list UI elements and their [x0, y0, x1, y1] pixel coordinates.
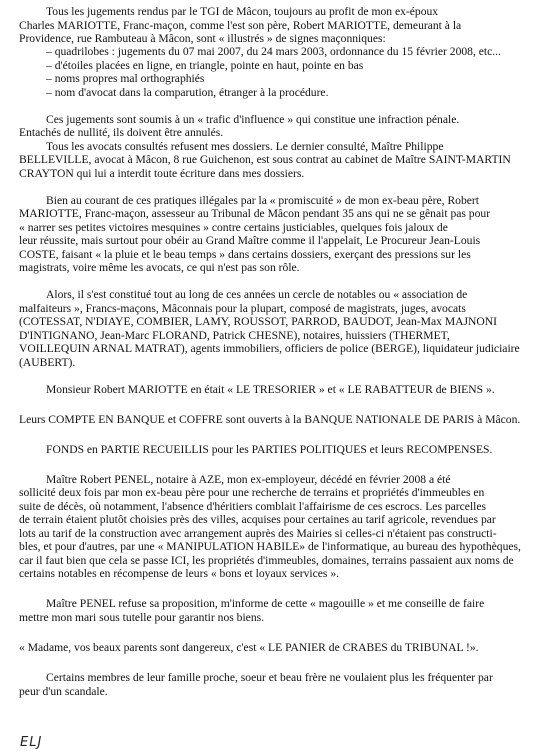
text-line: Bien au courant de ces pratiques illégales par la « promiscuité » de mon ex-beau père, Robert [46, 194, 479, 207]
text-line: – quadrilobes : jugements du 07 mai 2007, du 24 mars 2003, ordonnance du 15 février 2008, etc... [46, 45, 501, 58]
text-line: Entachés de nullité, ils doivent être annulés. [19, 126, 224, 139]
text-line: COSTE, faisant « la pluie et le beau temps » dans certains dossiers, exerçant des pressions sur les [19, 248, 471, 261]
text-line: MARIOTTE, Franc-maçon, assesseur au Tribunal de Mâcon pendant 35 ans qui ne se gênait pas pour [19, 207, 491, 220]
text-line: sollicité deux fois par mon ex-beau père pour une recherche de terrains et propriétés d'immeubles en [19, 486, 485, 499]
text-line: leur réussite, mais surtout pour obéir au Grand Maître comme il l'appelait, Le Procureur Jean-Louis [19, 234, 481, 247]
text-line: Charles MARIOTTE, Franc-maçon, comme l'est son père, Robert MARIOTTE, demeurant à la [19, 19, 462, 32]
text-line: FONDS en PARTIE RECUEILLIS pour les PARTIES POLITIQUES et leurs RECOMPENSES. [46, 443, 493, 456]
text-line: – noms propres mal orthographiés [46, 72, 205, 85]
text-line: certains notables en récompense de leurs « bons et loyaux services ». [19, 567, 340, 580]
text-line: « narrer ses petites victoires mesquines » contre certains justiciables, quelques fois jaloux de [19, 221, 448, 234]
text-line: Maître PENEL refuse sa proposition, m'informe de cette « magouille » et me conseille de faire [46, 597, 485, 610]
text-line: CRAYTON qui lui a interdit toute écriture dans mes dossiers. [19, 167, 305, 180]
text-line: (AUBERT). [19, 356, 76, 369]
text-line: – nom d'avocat dans la comparution, étranger à la procédure. [46, 86, 329, 99]
text-line: lots au tarif de la construction avec arrangement auprès des Mairies si celles-ci n'étaient pas constructi- [19, 527, 497, 540]
text-line: suite de décès, où notamment, l'absence d'héritiers comblait l'affairisme de ces escrocs. Les parcelles [19, 500, 487, 513]
text-line: Monsieur Robert MARIOTTE en était « LE TRESORIER » et « LE RABATTEUR de BIENS ». [46, 383, 495, 396]
text-line: BELLEVILLE, avocat à Mâcon, 8 rue Guichenon, est sous contrat au cabinet de Maître SAINT-MARTIN [19, 153, 511, 166]
text-line: Leurs COMPTE EN BANQUE et COFFRE sont ouverts à la BANQUE NATIONALE DE PARIS à Mâcon. [19, 413, 521, 426]
text-line: Providence, rue Rambuteau à Mâcon, sont « illustrés » de signes maçonniques: [19, 32, 386, 45]
text-line: Ces jugements sont soumis à un « trafic d'influence » qui constitue une infraction pénale. [46, 113, 460, 126]
text-line: peur d'un scandale. [19, 685, 108, 698]
text-line: D'INTIGNANO, Jean-Marc FLORAND, Patrick CHESNE), notaires, huissiers (THERMET, [19, 329, 450, 342]
text-line: bles, et pour d'autres, par une « MANIPULATION HABILE» de l'informatique, au bureau des hypothèques, [19, 540, 521, 553]
text-line: « Madame, vos beaux parents sont dangereux, c'est « LE PANIER de CRABES du TRIBUNAL !». [19, 641, 479, 654]
text-line: car il faut bien que cela se passe ICI, les propriétés d'immeubles, domaines, terrains passaient aux noms de [19, 554, 514, 567]
text-line: – d'étoiles placées en ligne, en triangle, pointe en haut, pointe en bas [46, 59, 364, 72]
text-line: de terrain étaient plutôt choisies près des villes, acquises pour certaines au tarif agricole, revendues par [19, 513, 496, 526]
text-line: (COTESSAT, N'DIAYE, COMBIER, LAMY, ROUSSOT, PARROD, BAUDOT, Jean-Max MAJNONI [19, 315, 497, 328]
text-line: Tous les avocats consultés refusent mes dossiers. Le dernier consulté, Maître Philippe [46, 140, 444, 153]
signature-initials: ELJ [20, 735, 43, 750]
text-line: Certains membres de leur famille proche, soeur et beau frère ne voulaient plus les fréquenter par [46, 671, 493, 684]
text-line: mettre mon mari sous tutelle pour garantir nos biens. [19, 611, 265, 624]
text-line: Alors, il s'est constitué tout au long de ces années un cercle de notables ou « association de [46, 288, 468, 301]
text-line: Maître Robert PENEL, notaire à AZE, mon ex-employeur, décédé en février 2008 a été [46, 473, 451, 486]
text-line: malfaiteurs », Francs-maçons, Mâconnais pour la plupart, composé de magistrats, juges, avocats [19, 302, 466, 315]
text-line: VOILLEQUIN ARNAL MATRAT), agents immobiliers, officiers de police (BERGE), liquidateur judiciaire [19, 342, 520, 355]
text-line: Tous les jugements rendus par le TGI de Mâcon, toujours au profit de mon ex-époux [46, 5, 439, 18]
text-line: magistrats, voire même les avocats, ce qui n'est pas son rôle. [19, 261, 300, 274]
